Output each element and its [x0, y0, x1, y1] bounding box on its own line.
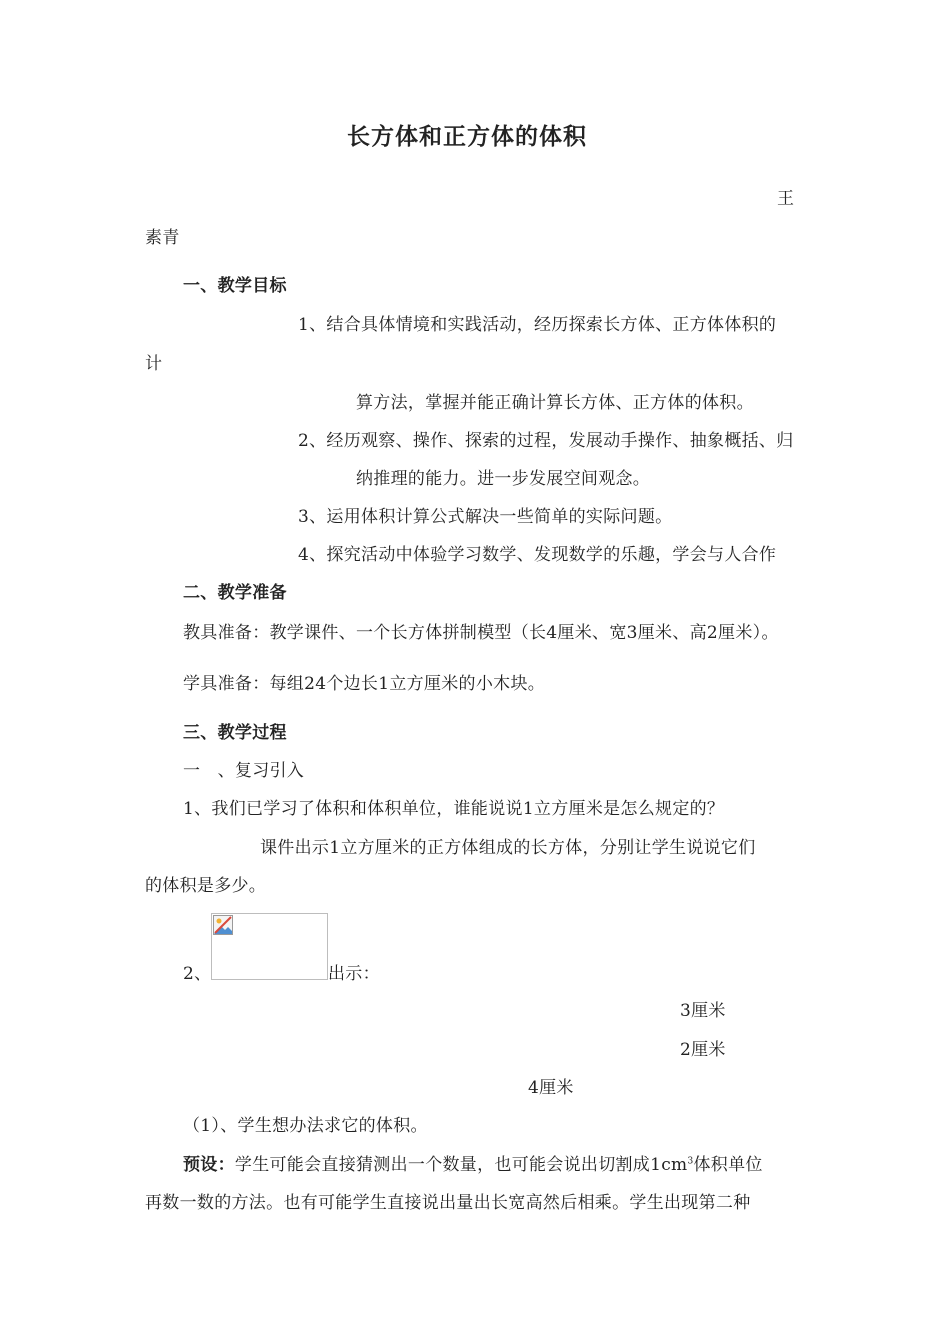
goal-3: 3、运用体积计算公式解决一些简单的实际问题。: [298, 507, 673, 527]
goal-1-line-1-wrap: 计: [145, 354, 163, 374]
section-heading-preparation: 二、教学准备: [183, 583, 287, 603]
broken-image-placeholder: [211, 913, 328, 980]
preset-label: 预设：: [183, 1155, 235, 1175]
goal-4: 4、探究活动中体验学习数学、发现数学的乐趣，学会与人合作: [298, 545, 777, 565]
preset-line-2: 再数一数的方法。也有可能学生直接说出量出长宽高然后相乘。学生出现第二种: [145, 1193, 751, 1213]
question-1: 1、我们已学习了体积和体积单位，谁能说说1立方厘米是怎么规定的？: [183, 799, 725, 819]
section-heading-objectives: 一、教学目标: [183, 276, 287, 296]
goal-1-line-1: 1、结合具体情境和实践活动，经历探索长方体、正方体体积的: [298, 315, 777, 335]
cubic-superscript: 3: [687, 1156, 694, 1167]
preset-line-1-text-b: 体积单位: [693, 1155, 763, 1175]
question-2-suffix: 出示：: [328, 964, 380, 984]
question-1-detail-line-1: 课件出示1立方厘米的正方体组成的长方体，分别让学生说说它们: [260, 838, 756, 858]
dimension-width-label: 3厘米: [680, 1001, 726, 1021]
author-name-part2: 素青: [145, 228, 180, 248]
preset-line-1: [183, 1153, 763, 1177]
dimension-height-label: 2厘米: [680, 1040, 726, 1060]
document-title: 长方体和正方体的体积: [347, 124, 587, 150]
broken-image-icon: [213, 915, 233, 935]
goal-1-line-2: 算方法，掌握并能正确计算长方体、正方体的体积。: [356, 393, 754, 413]
teacher-preparation: 教具准备：教学课件、一个长方体拼制模型（长4厘米、宽3厘米、高2厘米）。: [183, 623, 779, 643]
section-heading-process: 三、教学过程: [183, 723, 287, 743]
step-1: （1）、学生想办法求它的体积。: [183, 1116, 428, 1136]
student-preparation: 学具准备：每组24个边长1立方厘米的小木块。: [183, 674, 546, 694]
author-name-part1: 王: [777, 189, 795, 209]
subsection-review: 一 、复习引入: [183, 761, 305, 781]
question-1-detail-line-2: 的体积是多少。: [145, 876, 267, 896]
goal-2-line-1: 2、经历观察、操作、探索的过程，发展动手操作、抽象概括、归: [298, 431, 794, 451]
preset-line-1-text-a: 学生可能会直接猜测出一个数量，也可能会说出切割成1cm: [234, 1155, 688, 1175]
dimension-length-label: 4厘米: [528, 1078, 574, 1098]
goal-2-line-2: 纳推理的能力。进一步发展空间观念。: [356, 469, 651, 489]
question-2-prefix: 2、: [183, 964, 212, 984]
